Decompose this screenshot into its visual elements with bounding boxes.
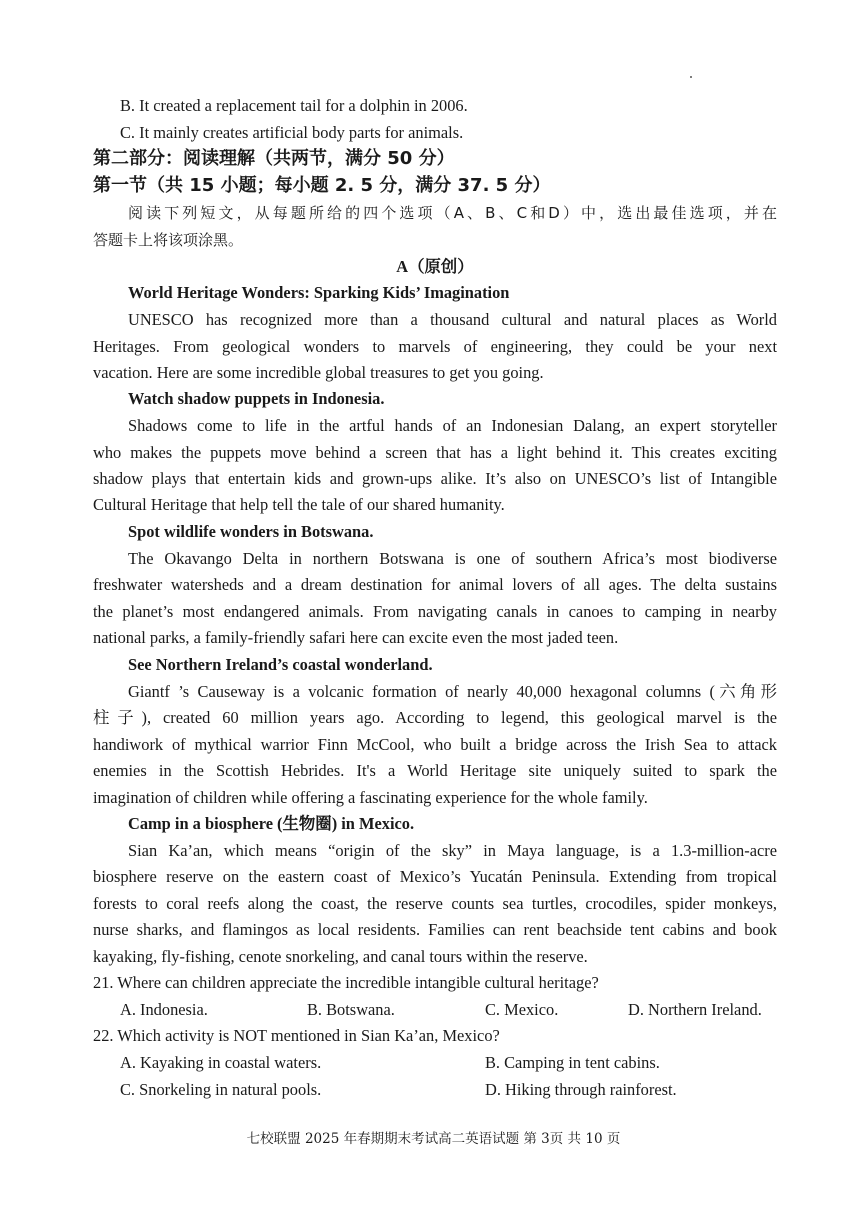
question-21-stem: 21. Where can children appreciate the incredible intangible cultural heritage? [93, 973, 599, 992]
subheading-indonesia: Watch shadow puppets in Indonesia. [128, 389, 385, 408]
question-21-option-a: A. Indonesia. [120, 1000, 208, 1019]
subheading-northern-ireland: See Northern Ireland’s coastal wonderland. [128, 655, 433, 674]
paragraph-3-line-1: The Okavango Delta in northern Botswana is one of southern Africa’s most biodiverse [128, 549, 777, 568]
question-22-option-c: C. Snorkeling in natural pools. [120, 1080, 322, 1099]
paragraph-3-line-3: the planet’s most endangered animals. From navigating canals in canoes to camping in nearby [93, 602, 777, 621]
paragraph-5-line-2: biosphere reserve on the eastern coast of Mexico’s Yucatán Peninsula. Extending from tropical [93, 867, 777, 886]
option-line-c: C. It mainly creates artificial body parts for animals. [120, 123, 464, 142]
paragraph-2-line-4: Cultural Heritage that help tell the tale of our shared humanity. [93, 495, 505, 514]
paragraph-5-line-1: Sian Ka’an, which means “origin of the sky” in Maya language, is a 1.3-million-acre [128, 841, 777, 860]
paragraph-4-line-2: 柱子), created 60 million years ago. According to legend, this geological marvel is the [93, 708, 777, 727]
question-22-option-b: B. Camping in tent cabins. [485, 1053, 660, 1072]
question-22-stem: 22. Which activity is NOT mentioned in Sian Ka’an, Mexico? [93, 1026, 500, 1045]
paragraph-2-line-2: who makes the puppets move behind a screen that has a light behind it. This creates exciting [93, 443, 777, 462]
paragraph-5-line-5: kayaking, fly-fishing, cenote snorkeling, and canal tours within the reserve. [93, 947, 588, 966]
part-heading: 第二部分：阅读理解（共两节，满分 50 分） [93, 148, 455, 169]
paragraph-1-line-1: UNESCO has recognized more than a thousand cultural and natural places as World [128, 310, 777, 329]
paragraph-4-line-5: imagination of children while offering a fascinating experience for the whole family. [93, 788, 648, 807]
paragraph-3-line-2: freshwater watersheds and a dream destination for animal lovers of all ages. The delta sustains [93, 575, 777, 594]
scan-speck [690, 76, 692, 78]
paragraph-5-line-3: forests to coral reefs along the coast, the reserve counts sea turtles, crocodiles, spider monkeys, [93, 894, 777, 913]
paragraph-4-line-4: enemies in the Scottish Hebrides. It's a World Heritage site uniquely suited to spark the [93, 761, 777, 780]
instruction-line-2: 答题卡上将该项涂黑。 [93, 231, 244, 249]
question-22-option-a: A. Kayaking in coastal waters. [120, 1053, 322, 1072]
subheading-mexico: Camp in a biosphere (生物圈) in Mexico. [128, 814, 415, 833]
question-21-option-c: C. Mexico. [485, 1000, 559, 1019]
paragraph-3-line-4: national parks, a family-friendly safari here can excite even the most jaded teen. [93, 628, 619, 647]
question-22-option-d: D. Hiking through rainforest. [485, 1080, 677, 1099]
question-21-option-d: D. Northern Ireland. [628, 1000, 762, 1019]
paragraph-1-line-3: vacation. Here are some incredible global treasures to get you going. [93, 363, 544, 382]
paragraph-5-line-4: nurse sharks, and flamingos as local residents. Families can rent beachside tent cabins and book [93, 920, 777, 939]
paragraph-4-line-3: handiwork of mythical warrior Finn McCool, who built a bridge across the Irish Sea to attack [93, 735, 777, 754]
page-footer: 七校联盟 2025 年春期期末考试高二英语试题 第 3页 共 10 页 [246, 1131, 621, 1147]
passage-title: World Heritage Wonders: Sparking Kids’ Imagination [128, 283, 510, 302]
option-line-b: B. It created a replacement tail for a dolphin in 2006. [120, 96, 468, 115]
question-21-option-b: B. Botswana. [307, 1000, 395, 1019]
section-heading: 第一节（共 15 小题；每小题 2. 5 分，满分 37. 5 分） [93, 175, 551, 196]
paragraph-2-line-1: Shadows come to life in the artful hands of an Indonesian Dalang, an expert storyteller [128, 416, 777, 435]
instruction-line-1: 阅读下列短文，从每题所给的四个选项（A、B、C和D）中，选出最佳选项，并在 [128, 204, 777, 222]
paragraph-1-line-2: Heritages. From geological wonders to marvels of engineering, they could be your next [93, 337, 777, 356]
passage-label: A（原创） [396, 257, 474, 276]
paragraph-4-line-1: Giantf ’s Causeway is a volcanic formation of nearly 40,000 hexagonal columns (六角形 [128, 682, 777, 701]
subheading-botswana: Spot wildlife wonders in Botswana. [128, 522, 374, 541]
paragraph-2-line-3: shadow plays that entertain kids and grown-ups alike. It’s also on UNESCO’s list of Intangible [93, 469, 777, 488]
